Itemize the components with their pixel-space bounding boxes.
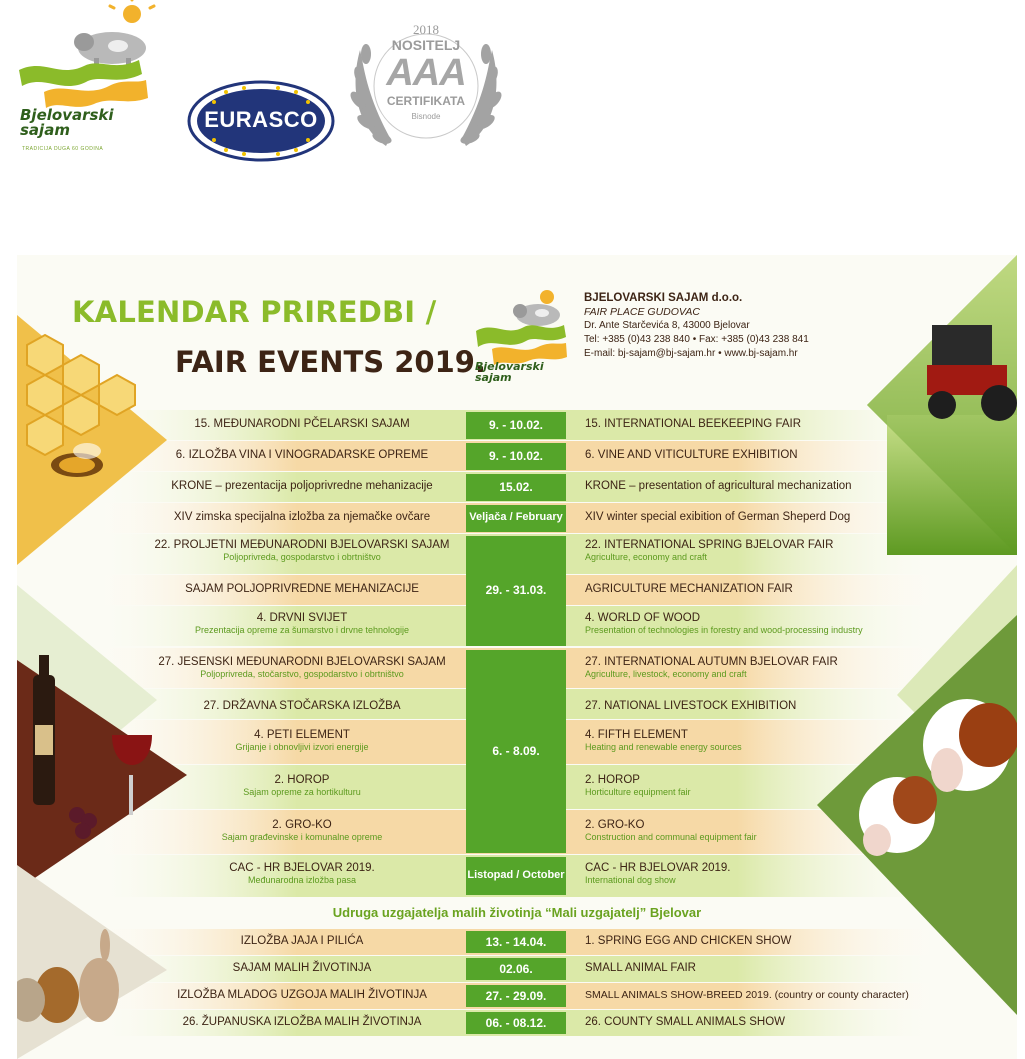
event-en-subtitle: Heating and renewable energy sources [585, 742, 742, 752]
event-date: 9. - 10.02. [488, 449, 544, 463]
small-animal-event-date: 27. - 29.09. [485, 989, 547, 1003]
event-en-subtitle: Horticulture equipment fair [585, 787, 691, 797]
small-animal-event-en: 1. SPRING EGG AND CHICKEN SHOW [585, 935, 792, 947]
small-animal-event-date: 02.06. [499, 962, 533, 976]
event-hr-subtitle: Grijanje i obnovljivi izvori energije [235, 742, 369, 752]
cow-icon [513, 304, 560, 326]
event-en: 27. NATIONAL LIVESTOCK EXHIBITION [585, 700, 797, 712]
event-date: 9. - 10.02. [488, 418, 544, 432]
event-hr [147, 862, 457, 885]
event-hr-subtitle: Sajam građevinske i komunalne opreme [221, 832, 383, 842]
event-hr-subtitle: Sajam opreme za hortikulturu [243, 787, 361, 797]
tel-fax: Tel: +385 (0)43 238 840 • Fax: +385 (0)43 238 841 [584, 334, 809, 345]
event-date: Veljača / February [469, 511, 563, 523]
event-hr: SAJAM POLJOPRIVREDNE MEHANIZACIJE [185, 583, 419, 595]
event-date: 29. - 31.03. [485, 583, 547, 597]
event-en-title: 27. INTERNATIONAL AUTUMN BJELOVAR FAIR [585, 656, 838, 668]
event-en: XIV winter special exibition of German Sheperd Dog [585, 511, 851, 523]
small-animal-event-en: 26. COUNTY SMALL ANIMALS SHOW [585, 1016, 786, 1028]
event-hr-title: 4. DRVNI SVIJET [256, 612, 348, 624]
fair-place: FAIR PLACE GUDOVAC [584, 306, 700, 318]
company-name: BJELOVARSKI SAJAM d.o.o. [584, 292, 743, 304]
event-en [585, 819, 985, 842]
poster-title-en: FAIR EVENTS 2019. [175, 345, 486, 379]
event-en-subtitle: Agriculture, livestock, economy and craft [585, 669, 747, 679]
small-animal-event-date: 06. - 08.12. [485, 1016, 547, 1030]
fair-calendar-poster [17, 255, 1017, 1059]
event-en-title: 22. INTERNATIONAL SPRING BJELOVAR FAIR [585, 539, 834, 551]
event-en-subtitle: Construction and communal equipment fair [585, 832, 757, 842]
event-hr-title: 2. HOROP [274, 774, 330, 786]
event-hr [147, 612, 457, 635]
small-animal-event-hr: IZLOŽBA JAJA I PILIĆA [240, 935, 364, 947]
event-en [585, 612, 985, 635]
aaa-certificate-label: CERTIFIKATA [386, 94, 466, 108]
event-hr-title: 4. PETI ELEMENT [254, 729, 350, 741]
event-en-title: CAC - HR BJELOVAR 2019. [585, 862, 731, 874]
event-hr: 15. MEĐUNARODNI PČELARSKI SAJAM [194, 418, 410, 430]
eurasco-logo [186, 80, 336, 162]
bjelovarski-sajam-tagline: TRADICIJA DUGA 60 GODINA [22, 146, 104, 152]
event-hr: 6. IZLOŽBA VINA I VINOGRADARSKE OPREME [175, 449, 429, 461]
event-hr-subtitle: Poljoprivreda, gospodarstvo i obrtništvo [223, 552, 381, 562]
event-en [585, 656, 985, 679]
aaa-certificate-seal [346, 6, 506, 166]
sun-icon [110, 0, 154, 23]
bjelovarski-sajam-logo [14, 0, 164, 160]
event-en: 6. VINE AND VITICULTURE EXHIBITION [585, 449, 798, 461]
event-hr: KRONE – prezentacija poljoprivredne mehanizacije [171, 480, 433, 492]
event-hr [147, 774, 457, 797]
event-en-subtitle: International dog show [585, 875, 676, 885]
event-en [585, 774, 985, 797]
event-en: 15. INTERNATIONAL BEEKEEPING FAIR [585, 418, 802, 430]
event-hr: XIV zimska specijalna izložba za njemačke ovčare [173, 511, 431, 523]
poster-title-hr: KALENDAR PRIREDBI / [72, 295, 437, 329]
event-date: 6. - 8.09. [492, 744, 540, 758]
header-logos [0, 0, 1025, 175]
event-hr: 27. DRŽAVNA STOČARSKA IZLOŽBA [203, 700, 401, 712]
poster-logo-wordmark: Bjelovarski sajam [475, 360, 544, 384]
event-date: 15.02. [499, 480, 533, 494]
email-web: E-mail: bj-sajam@bj-sajam.hr • www.bj-sajam.hr [584, 348, 798, 359]
small-animal-event-en: SMALL ANIMAL FAIR [585, 962, 696, 974]
small-animal-event-hr: 26. ŽUPANUSKA IZLOŽBA MALIH ŽIVOTINJA [182, 1016, 422, 1028]
event-en-title: 2. GRO-KO [585, 819, 645, 831]
event-en-subtitle: Agriculture, economy and craft [585, 552, 708, 562]
event-hr [147, 729, 457, 752]
aaa-year: 2018 [413, 22, 439, 37]
event-hr-title: 2. GRO-KO [272, 819, 332, 831]
event-en [585, 539, 985, 562]
aaa-issuer: Bisnode [411, 112, 441, 121]
small-animal-event-en: SMALL ANIMALS SHOW-BREED 2019. (country or county character) [585, 989, 909, 1001]
address: Dr. Ante Starčevića 8, 43000 Bjelovar [584, 320, 750, 331]
event-en-title: 4. FIFTH ELEMENT [585, 729, 688, 741]
contact-block [584, 291, 874, 361]
bjelovarski-sajam-wordmark: Bjelovarski sajam [20, 106, 114, 139]
association-heading: Udruga uzgajatelja malih životinja “Mali uzgajatelj” Bjelovar [332, 905, 702, 920]
small-animal-event-hr: SAJAM MALIH ŽIVOTINJA [232, 962, 372, 974]
event-hr-subtitle: Poljoprivreda, stočarstvo, gospodarstvo i obrtništvo [200, 669, 404, 679]
event-en-title: 2. HOROP [585, 774, 640, 786]
event-en: KRONE – presentation of agricultural mechanization [585, 480, 852, 492]
small-animal-event-date: 13. - 14.04. [485, 935, 547, 949]
event-hr-title: CAC - HR BJELOVAR 2019. [229, 862, 375, 874]
event-hr [147, 819, 457, 842]
small-animal-event-hr: IZLOŽBA MLADOG UZGOJA MALIH ŽIVOTINJA [177, 989, 427, 1001]
event-en-subtitle: Presentation of technologies in forestry and wood-processing industry [585, 625, 863, 635]
event-date: Listopad / October [467, 869, 565, 881]
tractor-field-image [867, 255, 1017, 555]
poster-bjelovarski-logo [472, 285, 582, 385]
event-en-title: 4. WORLD OF WOOD [585, 612, 700, 624]
event-hr [147, 539, 457, 562]
event-hr-subtitle: Međunarodna izložba pasa [247, 875, 357, 885]
event-en: AGRICULTURE MECHANIZATION FAIR [585, 583, 793, 595]
eurasco-wordmark: EURASCO [204, 107, 318, 132]
aaa-grade: AAA [386, 52, 466, 94]
event-en [585, 862, 985, 885]
event-hr-subtitle: Prezentacija opreme za šumarstvo i drvne tehnologije [194, 625, 410, 635]
event-hr [147, 656, 457, 679]
event-hr-title: 22. PROLJETNI MEĐUNARODNI BJELOVARSKI SAJAM [154, 539, 450, 551]
event-en [585, 729, 985, 752]
event-hr-title: 27. JESENSKI MEĐUNARODNI BJELOVARSKI SAJAM [158, 656, 446, 668]
aaa-holder-label: NOSITELJ [391, 37, 461, 53]
